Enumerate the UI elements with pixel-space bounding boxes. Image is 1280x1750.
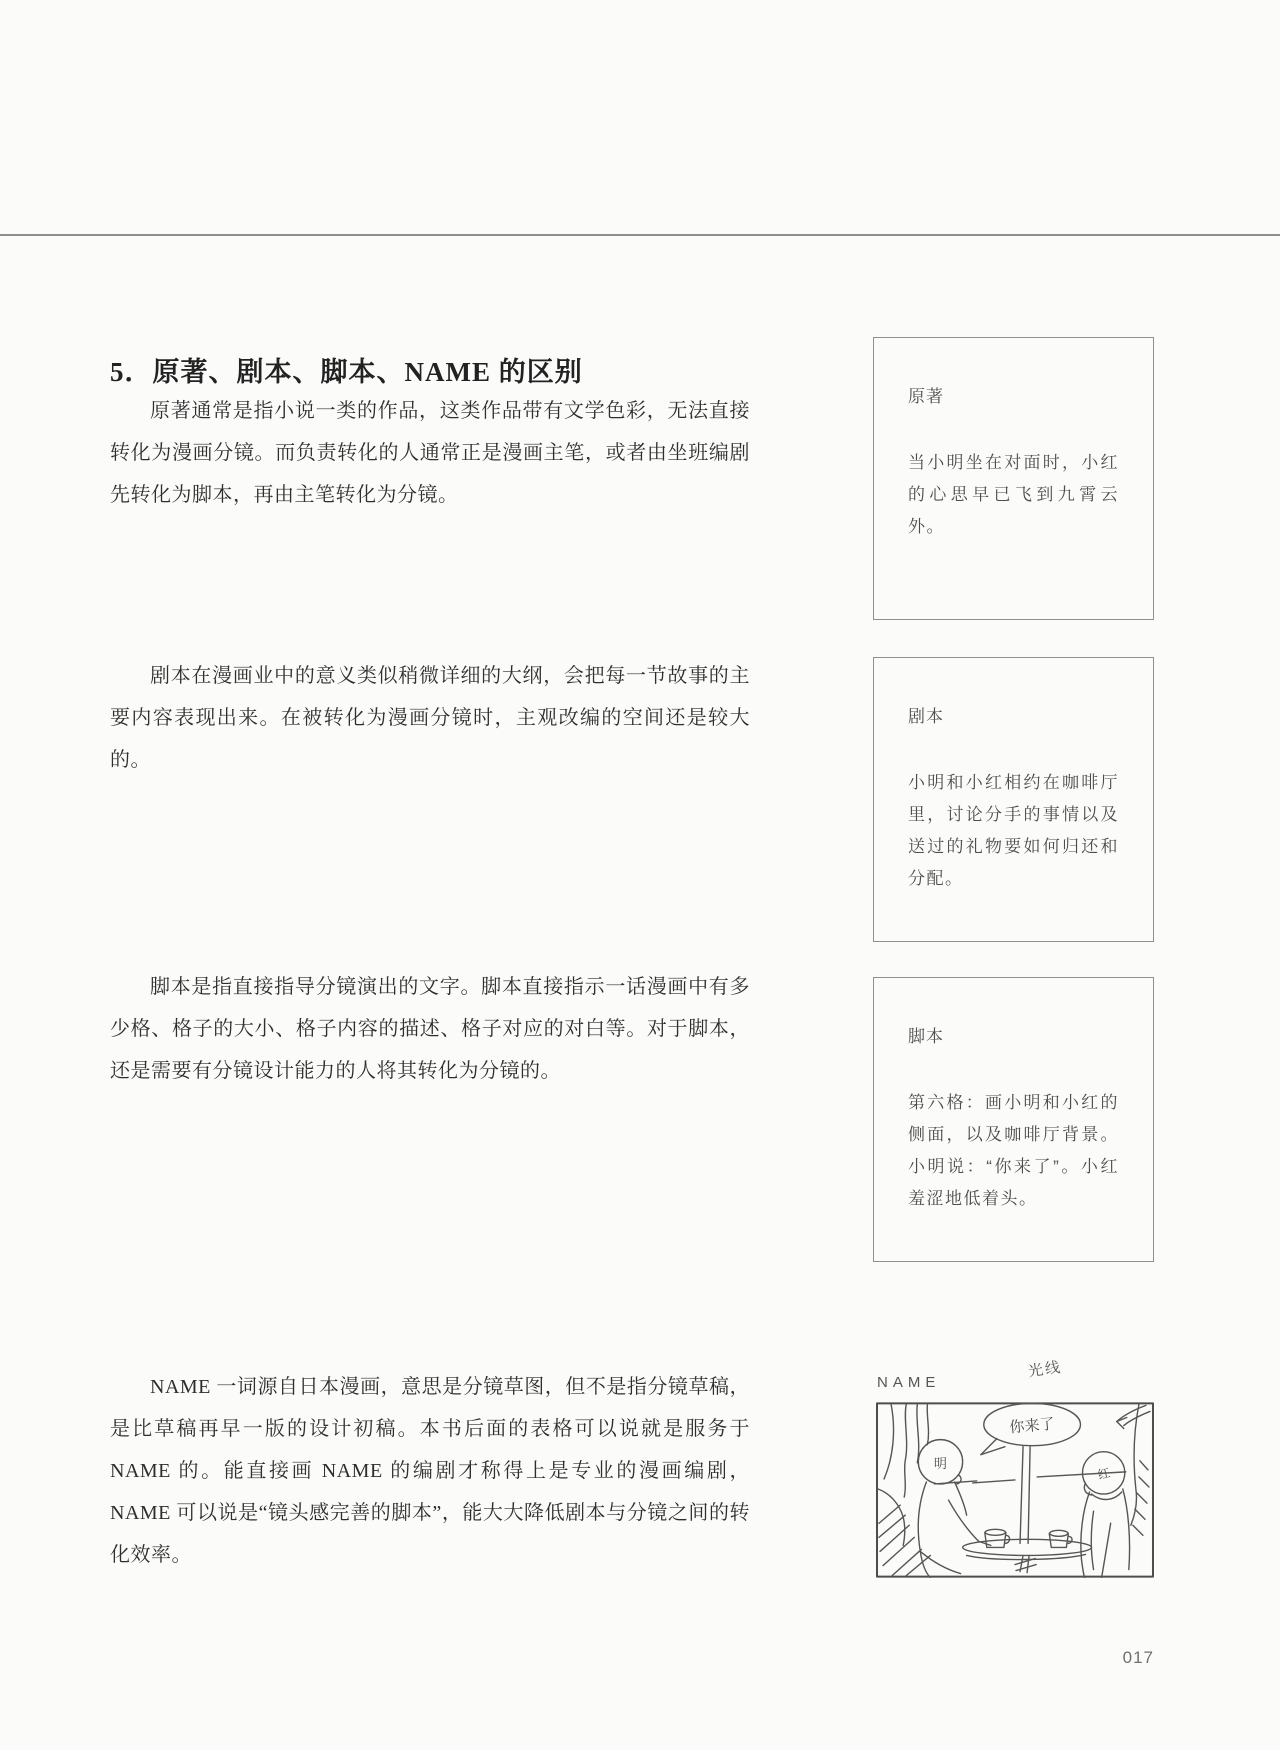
- storyboard-sketch: [876, 1402, 1154, 1578]
- character-ming-label: 明: [933, 1455, 948, 1471]
- paragraph-name: NAME 一词源自日本漫画，意思是分镜草图，但不是指分镜草稿，是比草稿再早一版的设计初稿。本书后面的表格可以说就是服务于 NAME 的。能直接画 NAME 的编剧才称得上是专业的漫画编剧，NAME 可以说是“镜头感完善的脚本”，能大大降低剧本与分镜之间的转化效率。: [110, 1376, 750, 1566]
- speech-bubble-text: 你来了: [1008, 1415, 1056, 1437]
- sidebar-body: 第六格：画小明和小红的侧面，以及咖啡厅背景。小明说：“你来了”。小红羞涩地低着头。: [908, 1093, 1119, 1208]
- section-heading: 5．原著、剧本、脚本、NAME 的区别: [110, 357, 583, 388]
- sidebar-box-screenplay: [873, 977, 1154, 1262]
- paragraph-original-work: 原著通常是指小说一类的作品，这类作品带有文学色彩，无法直接转化为漫画分镜。而负责转化的人通常正是漫画主笔，或者由坐班编剧先转化为脚本，再由主笔转化为分镜。: [110, 400, 750, 506]
- storyboard-sketch-drawing: [876, 1402, 1154, 1578]
- page-number: 017: [1122, 1648, 1154, 1667]
- name-sketch-label: NAME: [877, 1374, 941, 1391]
- sidebar-body: 当小明坐在对面时，小红的心思早已飞到九霄云外。: [908, 453, 1119, 536]
- sidebar-title: 剧本: [908, 707, 944, 726]
- paragraph-screenplay: 脚本是指直接指导分镜演出的文字。脚本直接指示一话漫画中有多少格、格子的大小、格子内容的描述、格子对应的对白等。对于脚本，还是需要有分镜设计能力的人将其转化为分镜的。: [110, 976, 750, 1082]
- sidebar-box-original-work: [873, 337, 1154, 620]
- sidebar-title: 原著: [908, 387, 944, 406]
- light-arrow-icon: [1117, 1405, 1150, 1428]
- paragraph-script: 剧本在漫画业中的意义类似稍微详细的大纲，会把每一节故事的主要内容表现出来。在被转化为漫画分镜时，主观改编的空间还是较大的。: [110, 665, 750, 771]
- sidebar-body: 小明和小红相约在咖啡厅里，讨论分手的事情以及送过的礼物要如何归还和分配。: [908, 773, 1119, 888]
- sidebar-box-script: [873, 657, 1154, 942]
- light-direction-annotation: 光线: [1027, 1358, 1064, 1381]
- sidebar-title: 脚本: [908, 1027, 944, 1046]
- character-hong-label: 红: [1096, 1465, 1112, 1483]
- top-horizontal-rule: [0, 234, 1280, 236]
